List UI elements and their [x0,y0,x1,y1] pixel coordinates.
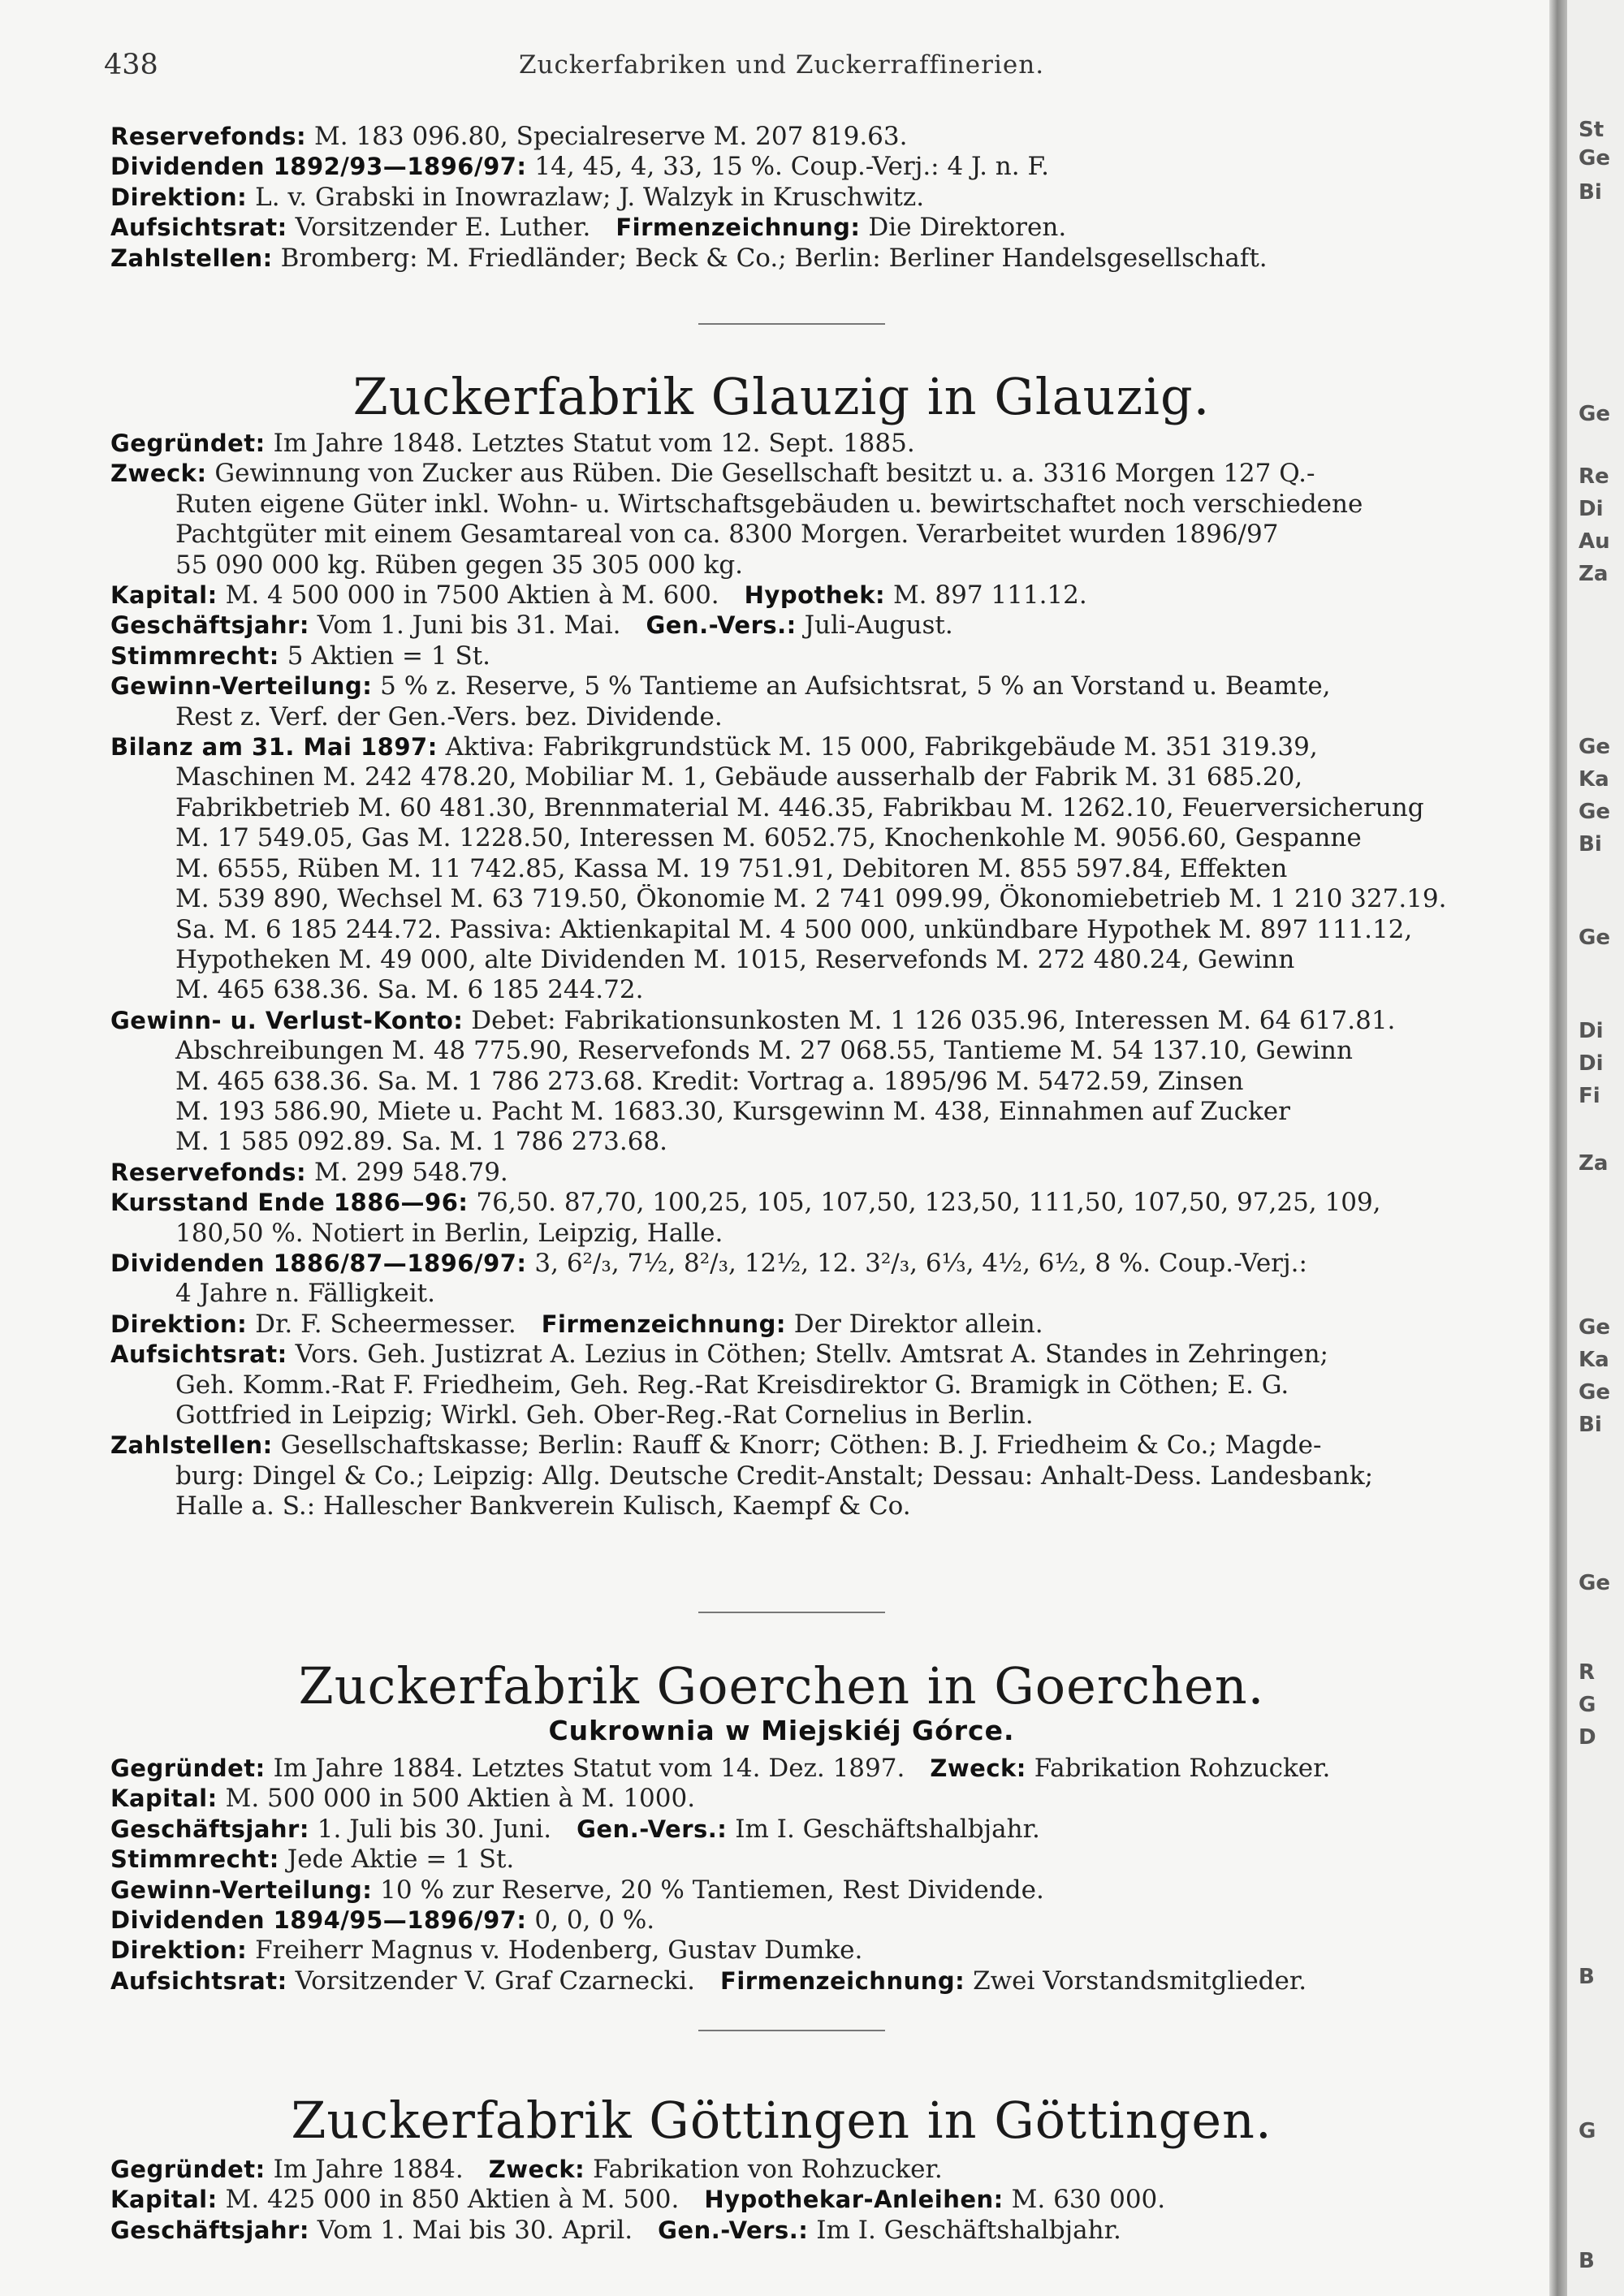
field-text: M. 299 548.79. [313,1157,508,1187]
entry-line [110,1461,1519,1491]
field-text: 3, 6²/₃, 7½, 8²/₃, 12½, 12. 3²/₃, 6⅓, 4½, 6½, 8 %. Coup.-Verj.: [534,1248,1307,1278]
field-label: Stimmrecht: [110,1845,279,1874]
field-text: Bromberg: M. Friedländer; Beck & Co.; Berlin: Berliner Handelsgesellschaft. [280,243,1268,273]
entry-line [110,1249,1519,1279]
next-page-fragment: Ge [1579,1315,1610,1340]
field-label: Direktion: [110,1310,248,1338]
field-label: Geschäftsjahr: [110,1815,309,1843]
field-label: Zahlstellen: [110,244,273,272]
next-page-fragment: Ge [1579,735,1610,759]
next-page-fragment: Bi [1579,180,1602,205]
field-label: Kapital: [110,2186,218,2214]
next-page-fragment: R [1579,1660,1596,1685]
field-label: Aufsichtsrat: [110,1340,287,1369]
entry-line [110,244,1519,274]
next-page-fragment: Ka [1579,1348,1609,1372]
field-text: Vors. Geh. Justizrat A. Lezius in Cöthen; Stellv. Amtsrat A. Standes in Zehringen; [295,1340,1329,1370]
field-label: Kursstand Ende 1886—96: [110,1189,469,1217]
entry-line [110,823,1519,853]
next-page-fragment: Ka [1579,767,1609,792]
next-page-fragment: Za [1579,1151,1609,1176]
next-page-fragment: Ge [1579,146,1610,170]
entry-line [110,915,1519,945]
entry-line [110,580,1519,611]
page-gutter [1549,0,1567,2296]
next-page-fragment: Ge [1579,1571,1610,1595]
entry-line [110,2216,1519,2246]
field-label: Firmenzeichnung: [615,214,861,242]
field-label: Gegründet: [110,1754,266,1782]
field-text: Fabrikation Rohzucker. [1034,1754,1331,1783]
field-label: Firmenzeichnung: [541,1310,786,1338]
field-label: Gen.-Vers.: [577,1815,728,1843]
entry-line [110,1097,1519,1127]
field-text: 10 % zur Reserve, 20 % Tantiemen, Rest Dividende. [380,1875,1044,1905]
field-text: 5 % z. Reserve, 5 % Tantieme an Aufsichtsrat, 5 % an Vorstand u. Beamte, [380,671,1331,701]
next-page-fragment: D [1579,1725,1596,1750]
entry-line [110,2155,1519,2185]
field-text: 4 Jahre n. Fälligkeit. [175,1279,435,1309]
field-label: Kapital: [110,581,218,610]
entry-line [110,490,1519,520]
entry-line [110,1815,1519,1845]
field-text: 76,50. 87,70, 100,25, 105, 107,50, 123,50, 111,50, 107,50, 97,25, 109, [476,1188,1381,1218]
next-page-fragment: Bi [1579,1413,1602,1437]
field-text: Fabrikbetrieb M. 60 481.30, Brennmaterial M. 446.35, Fabrikbau M. 1262.10, Feuerversicherung [175,792,1424,822]
entry-goerchen [110,1754,1519,1996]
entry-line [110,183,1519,213]
section-divider [698,2030,885,2031]
entry-line [110,1784,1519,1814]
entry-line [110,854,1519,884]
field-text: M. 539 890, Wechsel M. 63 719.50, Ökonomie M. 2 741 099.99, Ökonomiebetrieb M. 1 210 327.19. [175,884,1447,914]
field-text: M. 193 586.90, Miete u. Pacht M. 1683.30, Kursgewinn M. 438, Einnahmen auf Zucker [175,1096,1290,1126]
field-text: 1. Juli bis 30. Juni. [317,1814,552,1844]
entry-line [110,732,1519,762]
next-page-fragment: Za [1579,562,1609,586]
field-label: Firmenzeichnung: [720,1966,965,1995]
field-label: Direktion: [110,1936,248,1965]
field-text: M. 465 638.36. Sa. M. 6 185 244.72. [175,975,644,1005]
field-label: Gewinn- u. Verlust-Konto: [110,1006,464,1034]
entry-line [110,1036,1519,1066]
field-text: Vom 1. Juni bis 31. Mai. [317,611,621,641]
field-text: Im I. Geschäftshalbjahr. [735,1814,1040,1844]
next-page-fragment: B [1579,1965,1595,1989]
field-label: Direktion: [110,183,248,211]
entry-line [110,884,1519,914]
company-title-goerchen: Zuckerfabrik Goerchen in Goerchen. [298,1656,1265,1716]
entry-line [110,213,1519,243]
next-page-fragment: St [1579,118,1605,142]
field-text: Im Jahre 1884. Letztes Statut vom 14. Dez. 1897. [273,1754,905,1783]
entry-line [110,1370,1519,1400]
next-page-fragment: Au [1579,529,1610,554]
entry-line [110,1754,1519,1784]
entry-line [110,975,1519,1005]
field-text: 180,50 %. Notiert in Berlin, Leipzig, Halle. [175,1218,723,1248]
field-text: M. 465 638.36. Sa. M. 1 786 273.68. Kredit: Vortrag a. 1895/96 M. 5472.59, Zinsen [175,1066,1244,1096]
next-page-fragment: G [1579,2119,1596,2143]
field-text: M. 500 000 in 500 Aktien à M. 1000. [225,1784,696,1814]
field-text: M. 630 000. [1011,2185,1166,2215]
field-text: Ruten eigene Güter inkl. Wohn- u. Wirtschaftsgebäuden u. bewirtschaftet noch verschiedene [175,489,1363,519]
field-text: M. 425 000 in 850 Aktien à M. 500. [225,2185,680,2215]
field-text: Hypotheken M. 49 000, alte Dividenden M. 1015, Reservefonds M. 272 480.24, Gewinn [175,944,1295,974]
field-label: Kapital: [110,1785,218,1813]
field-text: 55 090 000 kg. Rüben gegen 35 305 000 kg. [175,550,744,580]
field-text: Vorsitzender E. Luther. [295,213,591,243]
company-subtitle-goerchen: Cukrownia w Miejskiéj Górce. [548,1715,1015,1746]
entry-line [110,611,1519,641]
field-text: burg: Dingel & Co.; Leipzig: Allg. Deutsche Credit-Anstalt; Dessau: Anhalt-Dess. Landesbank; [175,1461,1374,1491]
previous-entry [110,122,1519,274]
field-text: Pachtgüter mit einem Gesamtareal von ca. 8300 Morgen. Verarbeitet wurden 1896/97 [175,520,1279,550]
entry-goettingen [110,2155,1519,2246]
field-text: Halle a. S.: Hallescher Bankverein Kulisch, Kaempf & Co. [175,1491,911,1521]
field-text: L. v. Grabski in Inowrazlaw; J. Walzyk in Kruschwitz. [255,182,925,212]
field-text: Vom 1. Mai bis 30. April. [317,2215,633,2245]
entry-glauzig [110,429,1519,1522]
field-text: Vorsitzender V. Graf Czarnecki. [295,1966,696,1996]
field-text: Im Jahre 1884. [273,2155,464,2184]
field-label: Gen.-Vers.: [658,2216,809,2244]
field-label: Dividenden 1886/87—1896/97: [110,1249,527,1277]
field-label: Zweck: [488,2156,585,2183]
field-text: Im I. Geschäftshalbjahr. [816,2215,1121,2245]
field-label: Zweck: [930,1754,1026,1782]
entry-line [110,1219,1519,1249]
entry-line [110,1845,1519,1875]
entry-line [110,459,1519,489]
field-text: Fabrikation von Rohzucker. [593,2155,943,2184]
entry-line [110,1400,1519,1431]
field-text: Freiherr Magnus v. Hodenberg, Gustav Dumke. [255,1936,863,1966]
section-divider [698,1612,885,1613]
next-page-fragment: Fi [1579,1084,1600,1108]
entry-line [110,1158,1519,1188]
field-label: Bilanz am 31. Mai 1897: [110,733,438,762]
next-page-fragment: Ge [1579,402,1610,426]
field-text: Dr. F. Scheermesser. [255,1309,516,1339]
entry-line [110,945,1519,975]
field-text: Geh. Komm.-Rat F. Friedheim, Geh. Reg.-Rat Kreisdirektor G. Bramigk in Cöthen; E. G. [175,1370,1289,1400]
field-text: Maschinen M. 242 478.20, Mobiliar M. 1, Gebäude ausserhalb der Fabrik M. 31 685.20, [175,762,1303,792]
field-text: Abschreibungen M. 48 775.90, Reservefonds M. 27 068.55, Tantieme M. 54 137.10, Gewinn [175,1036,1353,1066]
field-text: Jede Aktie = 1 St. [287,1845,515,1875]
field-text: Gesellschaftskasse; Berlin: Rauff & Knorr; Cöthen: B. J. Friedheim & Co.; Magde- [280,1431,1322,1461]
entry-line [110,1431,1519,1461]
field-text: Gewinnung von Zucker aus Rüben. Die Gesellschaft besitzt u. a. 3316 Morgen 127 Q.- [214,459,1315,489]
field-label: Stimmrecht: [110,641,279,670]
entry-line [110,2185,1519,2215]
entry-line [110,429,1519,459]
field-label: Aufsichtsrat: [110,1966,287,1995]
entry-line [110,152,1519,182]
entry-line [110,1310,1519,1340]
field-text: Der Direktor allein. [793,1309,1043,1339]
field-label: Geschäftsjahr: [110,2216,309,2244]
field-label: Geschäftsjahr: [110,611,309,640]
entry-line [110,1491,1519,1521]
next-page-edge [1567,0,1624,2296]
field-text: Rest z. Verf. der Gen.-Vers. bez. Dividende. [175,701,723,732]
running-title: Zuckerfabriken und Zuckerraffinerien. [518,50,1045,80]
field-label: Gen.-Vers.: [646,611,797,640]
entry-line [110,550,1519,580]
field-text: Debet: Fabrikationsunkosten M. 1 126 035.96, Interessen M. 64 617.81. [471,1005,1396,1035]
entry-line [110,762,1519,792]
next-page-fragment: Ge [1579,800,1610,824]
field-text: Die Direktoren. [868,213,1067,243]
field-label: Hypothekar-Anleihen: [704,2186,1004,2214]
entry-line [110,1905,1519,1936]
entry-line [110,520,1519,550]
entry-line [110,1966,1519,1996]
field-label: Reservefonds: [110,1158,307,1186]
entry-line [110,641,1519,671]
field-label: Dividenden 1894/95—1896/97: [110,1906,527,1935]
field-text: M. 897 111.12. [892,580,1087,611]
field-label: Gewinn-Verteilung: [110,1875,373,1904]
company-title-glauzig: Zuckerfabrik Glauzig in Glauzig. [352,367,1211,426]
field-text: 0, 0, 0 %. [534,1905,655,1936]
entry-line [110,1127,1519,1157]
field-label: Gegründet: [110,2156,266,2183]
field-label: Dividenden 1892/93—1896/97: [110,153,527,181]
next-page-fragment: B [1579,2249,1595,2273]
next-page-fragment: Di [1579,497,1604,521]
next-page-fragment: Di [1579,1051,1604,1076]
field-label: Zahlstellen: [110,1431,273,1460]
field-label: Gewinn-Verteilung: [110,672,373,701]
next-page-fragment: Bi [1579,832,1602,857]
field-text: Sa. M. 6 185 244.72. Passiva: Aktienkapital M. 4 500 000, unkündbare Hypothek M. 897 111.12, [175,914,1413,944]
field-label: Aufsichtsrat: [110,214,287,242]
entry-line [110,1188,1519,1218]
field-label: Zweck: [110,460,207,488]
field-text: Zwei Vorstandsmitglieder. [973,1966,1307,1996]
next-page-fragment: Re [1579,464,1609,489]
entry-line [110,1936,1519,1966]
next-page-fragment: G [1579,1693,1596,1717]
field-text: Aktiva: Fabrikgrundstück M. 15 000, Fabrikgebäude M. 351 319.39, [445,732,1318,762]
field-label: Reservefonds: [110,123,307,150]
section-divider [698,323,885,325]
next-page-fragment: Di [1579,1019,1604,1043]
next-page-fragment: Ge [1579,1380,1610,1405]
entry-line [110,1875,1519,1905]
next-page-fragment: Ge [1579,926,1610,950]
entry-line [110,1006,1519,1036]
company-title-goettingen: Zuckerfabrik Göttingen in Göttingen. [291,2091,1272,2150]
entry-line [110,702,1519,732]
field-text: 5 Aktien = 1 St. [287,641,491,671]
field-text: Juli-August. [804,611,953,641]
field-text: M. 1 585 092.89. Sa. M. 1 786 273.68. [175,1127,668,1157]
entry-line [110,793,1519,823]
field-text: 14, 45, 4, 33, 15 %. Coup.-Verj.: 4 J. n. F. [534,152,1049,182]
entry-line [110,1067,1519,1097]
field-text: M. 183 096.80, Specialreserve M. 207 819.63. [313,122,908,151]
page-number: 438 [104,49,158,81]
field-text: Im Jahre 1848. Letztes Statut vom 12. Sept. 1885. [273,429,915,458]
field-text: M. 17 549.05, Gas M. 1228.50, Interessen M. 6052.75, Knochenkohle M. 9056.60, Gespanne [175,823,1362,853]
field-text: M. 4 500 000 in 7500 Aktien à M. 600. [225,580,719,611]
entry-line [110,1340,1519,1370]
running-head [0,49,1563,81]
field-text: M. 6555, Rüben M. 11 742.85, Kassa M. 19 751.91, Debitoren M. 855 597.84, Effekten [175,853,1288,883]
field-text: Gottfried in Leipzig; Wirkl. Geh. Ober-Reg.-Rat Cornelius in Berlin. [175,1400,1034,1430]
field-label: Hypothek: [744,581,886,610]
entry-line [110,122,1519,152]
entry-line [110,671,1519,701]
entry-line [110,1279,1519,1309]
field-label: Gegründet: [110,429,266,457]
